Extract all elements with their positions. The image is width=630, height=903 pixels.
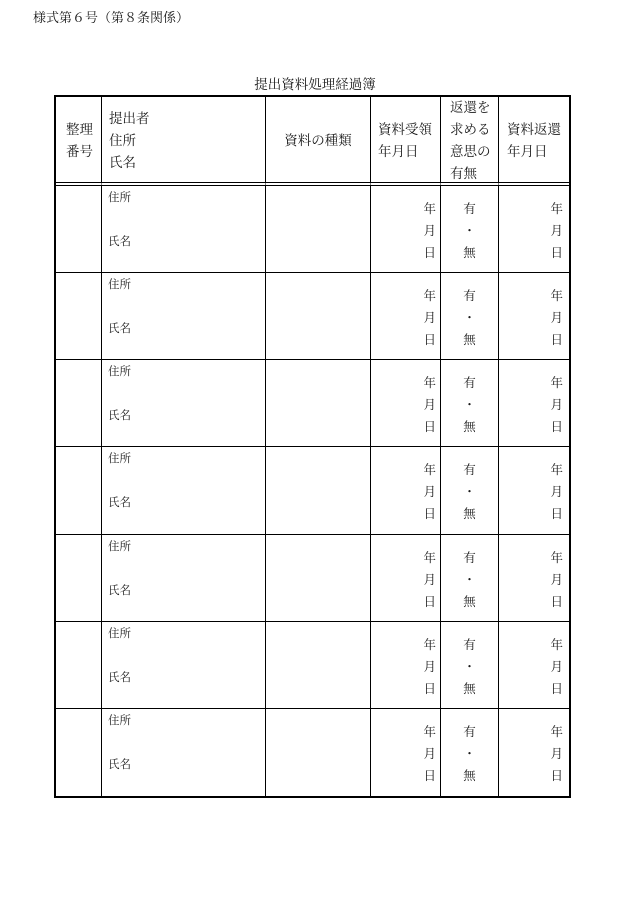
row-return-intent-cell [441, 709, 499, 796]
header-submitter-line: 提出者 [109, 111, 150, 127]
address-label: 住所 [108, 190, 131, 204]
day-label: 日 [423, 767, 436, 783]
header-number-line: 番号 [66, 144, 93, 160]
year-label: 年 [550, 375, 563, 391]
address-label: 住所 [108, 712, 131, 727]
header-received-date-line: 年月日 [378, 144, 419, 160]
day-label: 日 [423, 506, 436, 522]
row-received-date-cell [371, 447, 441, 534]
row-received-date-cell [371, 273, 441, 360]
intent-separator: ・ [463, 223, 476, 238]
intent-no-label: 無 [463, 767, 476, 783]
header-return-intent-line: 有無 [450, 166, 477, 182]
row-number-cell [56, 273, 102, 360]
header-return-intent-line: 求める [450, 122, 491, 138]
intent-no-label: 無 [463, 506, 476, 522]
year-label: 年 [550, 201, 563, 216]
row-material-type-cell [266, 622, 371, 709]
day-label: 日 [423, 419, 436, 435]
row-received-date-cell [371, 186, 441, 273]
intent-yes-label: 有 [463, 375, 476, 391]
row-material-type-cell [266, 709, 371, 796]
intent-yes-label: 有 [463, 201, 476, 216]
year-label: 年 [550, 723, 563, 739]
address-label: 住所 [108, 625, 131, 640]
header-returned-date-line: 資料返還 [507, 122, 561, 138]
header-return-intent-line: 意思の [450, 144, 491, 160]
day-label: 日 [550, 245, 563, 260]
month-label: 月 [423, 397, 436, 413]
header-returned-date-line: 年月日 [507, 144, 548, 160]
ledger-title: 提出資料処理経過簿 [254, 77, 376, 93]
intent-no-label: 無 [463, 245, 476, 260]
day-label: 日 [423, 680, 436, 696]
ledger-table [54, 95, 571, 798]
name-label: 氏名 [108, 321, 131, 336]
address-label: 住所 [108, 277, 131, 292]
header-return-intent-cell [441, 97, 499, 186]
address-label: 住所 [108, 451, 131, 466]
day-label: 日 [423, 593, 436, 609]
month-label: 月 [550, 484, 563, 500]
row-submitter-cell [102, 622, 266, 709]
row-received-date-cell [371, 709, 441, 796]
row-return-intent-cell [441, 360, 499, 447]
name-label: 氏名 [108, 756, 131, 771]
intent-separator: ・ [463, 571, 476, 587]
day-label: 日 [550, 332, 563, 348]
month-label: 月 [423, 223, 436, 238]
year-label: 年 [423, 723, 436, 739]
intent-separator: ・ [463, 658, 476, 674]
row-submitter-cell [102, 709, 266, 796]
day-label: 日 [423, 332, 436, 348]
intent-yes-label: 有 [463, 549, 476, 565]
header-submitter-line: 住所 [109, 133, 136, 149]
name-label: 氏名 [108, 408, 131, 423]
month-label: 月 [423, 658, 436, 674]
row-returned-date-cell [499, 622, 569, 709]
row-returned-date-cell [499, 273, 569, 360]
address-label: 住所 [108, 364, 131, 379]
row-return-intent-cell [441, 447, 499, 534]
year-label: 年 [423, 462, 436, 478]
year-label: 年 [550, 462, 563, 478]
month-label: 月 [423, 571, 436, 587]
header-return-intent-line: 返還を [450, 100, 491, 116]
row-submitter-cell [102, 535, 266, 622]
month-label: 月 [550, 397, 563, 413]
year-label: 年 [550, 636, 563, 652]
row-number-cell [56, 709, 102, 796]
intent-separator: ・ [463, 310, 476, 326]
year-label: 年 [423, 288, 436, 304]
row-received-date-cell [371, 535, 441, 622]
row-returned-date-cell [499, 535, 569, 622]
row-material-type-cell [266, 273, 371, 360]
intent-no-label: 無 [463, 593, 476, 609]
row-return-intent-cell [441, 535, 499, 622]
intent-yes-label: 有 [463, 636, 476, 652]
header-received-date-line: 資料受領 [378, 122, 432, 138]
day-label: 日 [550, 680, 563, 696]
day-label: 日 [550, 767, 563, 783]
header-returned-date-cell [499, 97, 569, 186]
intent-yes-label: 有 [463, 723, 476, 739]
intent-separator: ・ [463, 484, 476, 500]
day-label: 日 [423, 245, 436, 260]
month-label: 月 [423, 745, 436, 761]
header-number-cell [56, 97, 102, 186]
header-submitter-line: 氏名 [109, 155, 136, 171]
row-number-cell [56, 186, 102, 273]
row-returned-date-cell [499, 360, 569, 447]
header-submitter-cell [102, 97, 266, 186]
row-return-intent-cell [441, 622, 499, 709]
row-return-intent-cell [441, 273, 499, 360]
year-label: 年 [423, 636, 436, 652]
intent-no-label: 無 [463, 332, 476, 348]
month-label: 月 [423, 310, 436, 326]
month-label: 月 [550, 658, 563, 674]
intent-no-label: 無 [463, 419, 476, 435]
day-label: 日 [550, 593, 563, 609]
day-label: 日 [550, 506, 563, 522]
intent-yes-label: 有 [463, 288, 476, 304]
month-label: 月 [423, 484, 436, 500]
intent-separator: ・ [463, 397, 476, 413]
row-received-date-cell [371, 360, 441, 447]
row-returned-date-cell [499, 709, 569, 796]
row-material-type-cell [266, 535, 371, 622]
row-received-date-cell [371, 622, 441, 709]
month-label: 月 [550, 745, 563, 761]
name-label: 氏名 [108, 669, 131, 684]
row-number-cell [56, 535, 102, 622]
row-returned-date-cell [499, 447, 569, 534]
month-label: 月 [550, 223, 563, 238]
row-material-type-cell [266, 360, 371, 447]
name-label: 氏名 [108, 582, 131, 597]
year-label: 年 [423, 201, 436, 216]
intent-yes-label: 有 [463, 462, 476, 478]
name-label: 氏名 [108, 234, 131, 248]
header-received-date-cell [371, 97, 441, 186]
year-label: 年 [423, 549, 436, 565]
row-return-intent-cell [441, 186, 499, 273]
row-number-cell [56, 622, 102, 709]
month-label: 月 [550, 310, 563, 326]
day-label: 日 [550, 419, 563, 435]
month-label: 月 [550, 571, 563, 587]
header-material-type-cell [266, 97, 371, 186]
year-label: 年 [423, 375, 436, 391]
address-label: 住所 [108, 538, 131, 553]
intent-no-label: 無 [463, 680, 476, 696]
row-submitter-cell [102, 273, 266, 360]
year-label: 年 [550, 288, 563, 304]
year-label: 年 [550, 549, 563, 565]
row-submitter-cell [102, 186, 266, 273]
row-number-cell [56, 447, 102, 534]
row-material-type-cell [266, 186, 371, 273]
row-returned-date-cell [499, 186, 569, 273]
form-number: 様式第６号（第８条関係） [33, 11, 190, 26]
row-material-type-cell [266, 447, 371, 534]
row-submitter-cell [102, 360, 266, 447]
row-number-cell [56, 360, 102, 447]
name-label: 氏名 [108, 495, 131, 510]
intent-separator: ・ [463, 745, 476, 761]
header-number-line: 整理 [66, 122, 93, 138]
row-submitter-cell [102, 447, 266, 534]
header-material-type-label: 資料の種類 [284, 133, 352, 149]
